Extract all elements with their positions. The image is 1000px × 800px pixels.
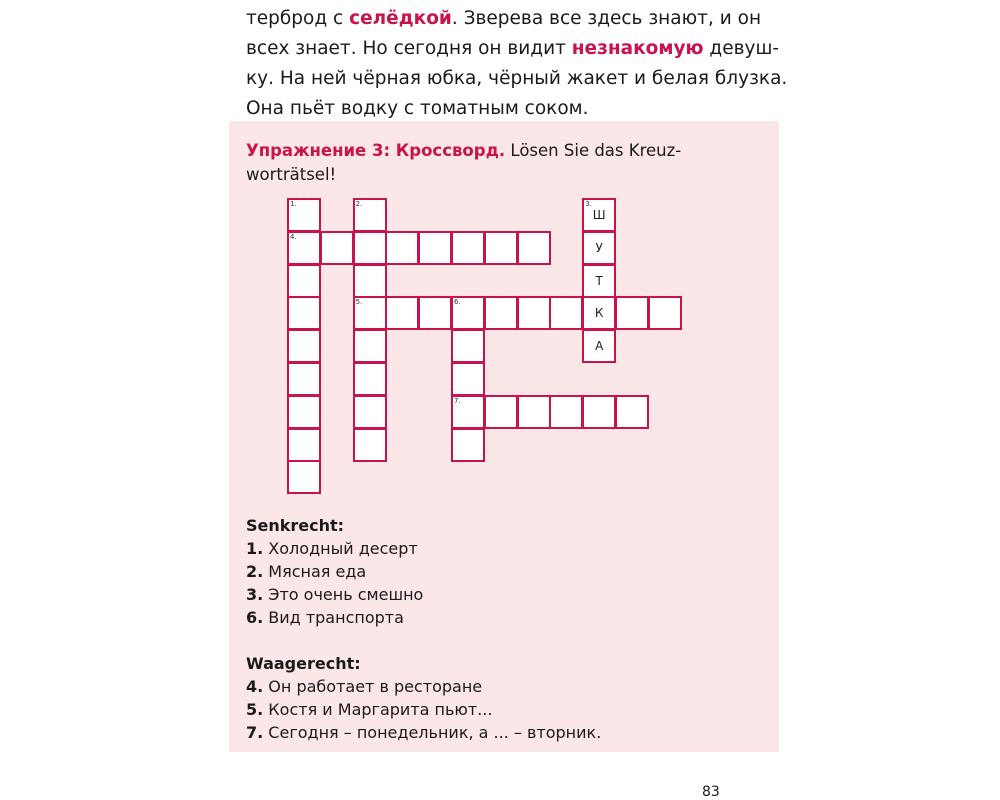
crossword-cell[interactable]: [287, 428, 321, 462]
cell-letter: Ш: [592, 208, 606, 222]
clue-down-1: 1. Холодный десерт: [246, 539, 418, 558]
crossword-cell[interactable]: [353, 395, 387, 429]
crossword-cell[interactable]: [287, 264, 321, 298]
clue-down-3: 3. Это очень смешно: [246, 585, 424, 604]
cell-letter: Т: [595, 273, 603, 288]
crossword-cell[interactable]: [385, 296, 419, 330]
story-line-4: Она пьёт водку с томатным соком.: [246, 98, 589, 119]
clues-across-heading: Waagerecht:: [246, 654, 361, 673]
clues-across: [246, 652, 601, 744]
cell-letter: А: [595, 339, 604, 354]
crossword-cell[interactable]: [517, 231, 551, 265]
crossword-cell[interactable]: [418, 296, 452, 330]
crossword-cell[interactable]: [484, 296, 518, 330]
crossword-cell[interactable]: [549, 395, 583, 429]
clue-number: 5.: [355, 298, 363, 307]
exercise-instruction-cont: worträtsel!: [246, 165, 337, 184]
crossword-cell[interactable]: [451, 428, 485, 462]
clue-down-6: 6. Вид транспорта: [246, 608, 404, 627]
crossword-cell[interactable]: [582, 198, 616, 232]
clue-number: 6.: [454, 298, 461, 307]
highlight-word-neznakomaya: незнакомую: [571, 38, 704, 59]
crossword-cell[interactable]: [451, 296, 485, 330]
clue-number: 7.: [454, 396, 461, 405]
clue-across-7: 7. Сегодня – понедельник, а ... – вторник.: [246, 723, 602, 742]
exercise-instruction: Lösen Sie das Kreuz-: [505, 141, 682, 160]
crossword-cell[interactable]: [582, 231, 616, 265]
story-line-2: всех знает. Но сегодня он видит незнакомую девуш-: [246, 38, 780, 59]
crossword-cell[interactable]: [287, 231, 321, 265]
crossword-cell[interactable]: [582, 296, 616, 330]
crossword-cell[interactable]: [287, 296, 321, 330]
crossword-cell[interactable]: [517, 296, 551, 330]
crossword-cell[interactable]: [648, 296, 682, 330]
crossword-cell[interactable]: [517, 395, 551, 429]
crossword-cell[interactable]: [549, 296, 583, 330]
exercise-label: Упражнение 3: Кроссворд.: [246, 141, 506, 160]
crossword-cell[interactable]: [451, 329, 485, 363]
crossword-cell[interactable]: [451, 362, 485, 396]
crossword-cell[interactable]: [353, 362, 387, 396]
crossword-cell[interactable]: [582, 264, 616, 298]
crossword-cell[interactable]: [451, 231, 485, 265]
highlight-word-seledka: селёдкой: [349, 8, 452, 29]
crossword-cell[interactable]: [353, 231, 387, 265]
crossword-cell[interactable]: [287, 395, 321, 429]
clue-number: 2.: [355, 200, 363, 208]
crossword-cell[interactable]: [582, 329, 616, 363]
cell-letter: К: [594, 306, 604, 321]
crossword-cell[interactable]: [353, 264, 387, 298]
crossword-cell[interactable]: [287, 460, 321, 494]
crossword-cell[interactable]: [484, 231, 518, 265]
crossword-cell[interactable]: [582, 395, 616, 429]
page-number: 83: [702, 784, 720, 800]
crossword-cell[interactable]: [484, 395, 518, 429]
crossword-cell[interactable]: [353, 329, 387, 363]
crossword-cell[interactable]: [615, 296, 649, 330]
story-line-1: терброд с селёдкой. Зверева все здесь знают, и он: [246, 8, 762, 29]
crossword-cell[interactable]: [320, 231, 354, 265]
story-line-3: ку. На ней чёрная юбка, чёрный жакет и белая блузка.: [246, 68, 788, 89]
clues-down: [246, 514, 423, 629]
story-text: [246, 4, 788, 124]
crossword-cell[interactable]: [353, 296, 387, 330]
crossword-cell[interactable]: [353, 198, 387, 232]
clues-down-heading: Senkrecht:: [246, 516, 345, 535]
clue-number: 1.: [290, 200, 297, 208]
clue-across-5: 5. Костя и Маргарита пьют...: [246, 700, 493, 719]
clue-number: 3.: [585, 200, 592, 208]
clue-across-4: 4. Он работает в ресторане: [246, 677, 483, 696]
crossword-cell[interactable]: [287, 362, 321, 396]
crossword-cell[interactable]: [353, 428, 387, 462]
crossword-cell[interactable]: [385, 231, 419, 265]
crossword-cell[interactable]: [287, 198, 321, 232]
crossword-cell[interactable]: [451, 395, 485, 429]
clue-number: 4.: [290, 232, 297, 241]
crossword-cell[interactable]: [615, 395, 649, 429]
clue-down-2: 2. Мясная еда: [246, 562, 367, 581]
cell-letter: У: [595, 240, 603, 255]
exercise-title: [246, 139, 686, 187]
crossword-cell[interactable]: [418, 231, 452, 265]
crossword-cell[interactable]: [287, 329, 321, 363]
